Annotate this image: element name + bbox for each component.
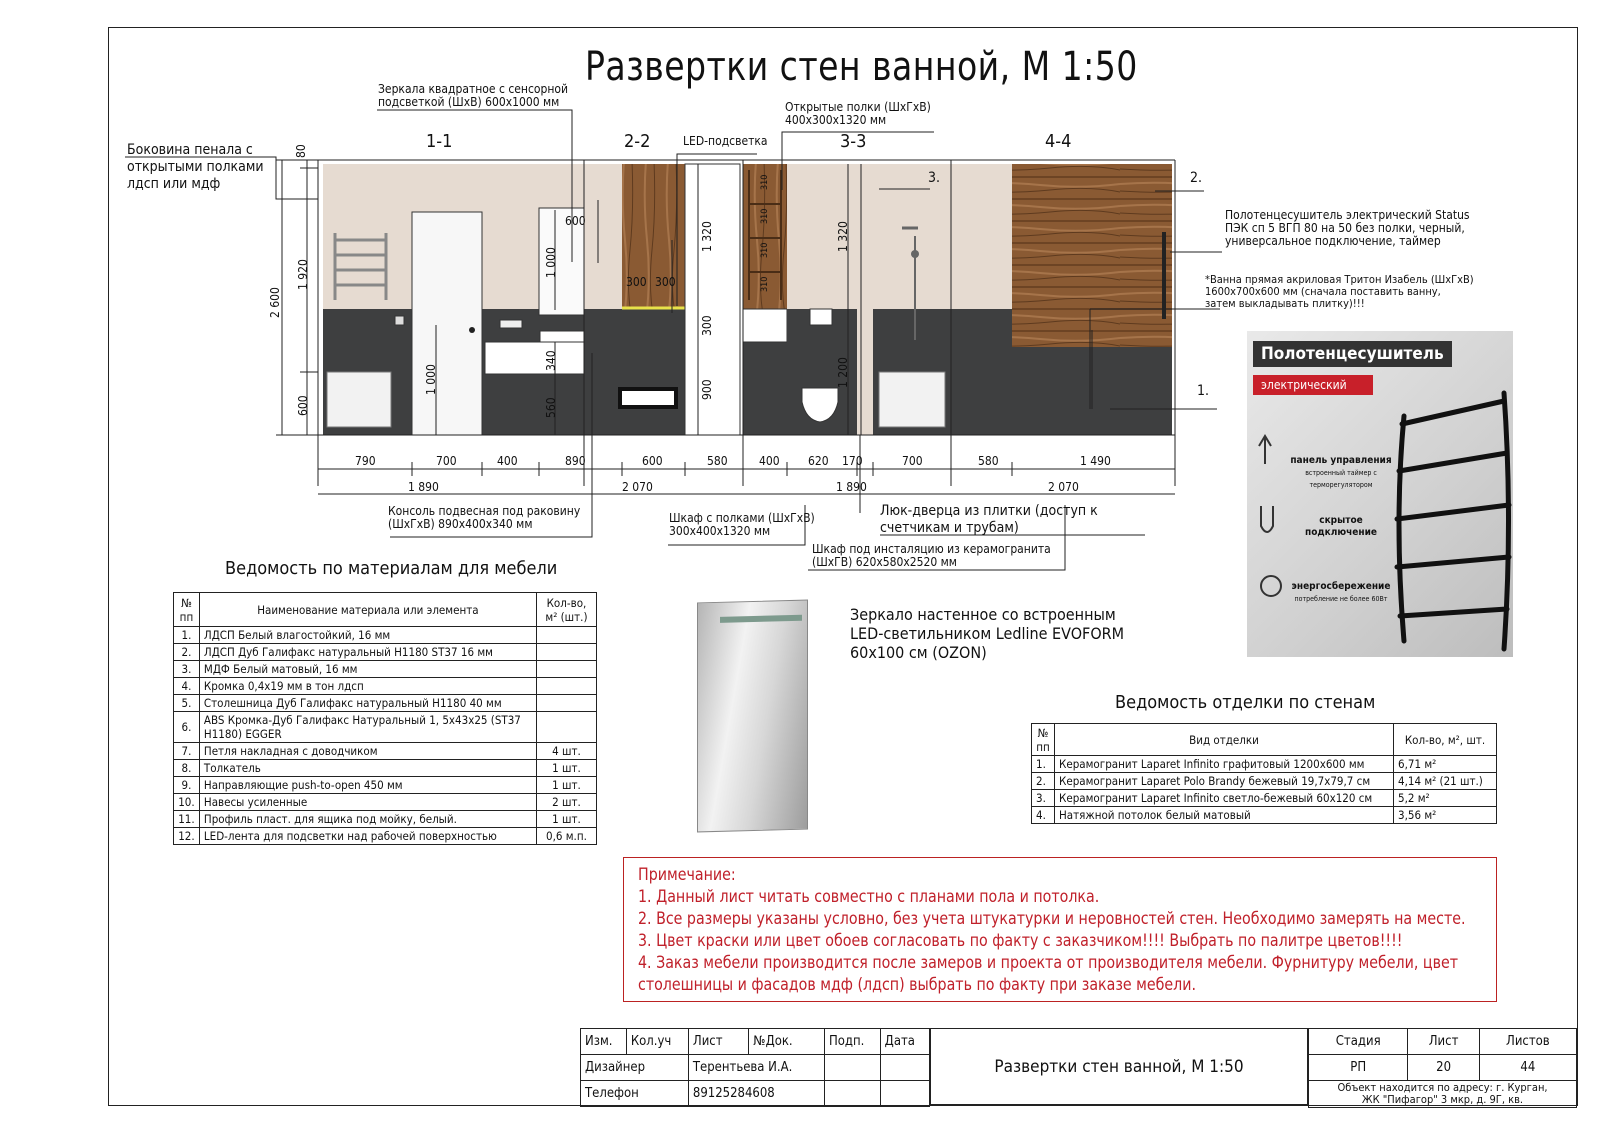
dim-v-1320-b: 1 320 xyxy=(836,221,850,252)
dim-h-620: 620 xyxy=(808,454,829,468)
elevation-2-2 xyxy=(584,164,740,435)
dim-h-1490: 1 490 xyxy=(1080,454,1111,468)
table-row: 1. Керамогранит Laparet Infinito графитовый 1200x600 мм 6,71 м² xyxy=(1032,756,1497,773)
dim-h-580-b: 580 xyxy=(978,454,999,468)
col-num: № пп xyxy=(174,593,200,627)
dim-v-1200: 1 200 xyxy=(836,357,850,388)
wall-finishes-table xyxy=(1031,723,1497,824)
dim-v-340: 340 xyxy=(544,350,558,371)
table-row: 3. МДФ Белый матовый, 16 мм xyxy=(174,661,597,678)
furniture-table-heading: Ведомость по материалам для мебели xyxy=(225,558,558,579)
ad-feature-hidden: скрытое подключение xyxy=(1304,515,1377,538)
stamp-left: Изм. Кол.уч Лист №Док. Подп. Дата Дизайнер Терентьева И.А. Телефон 89125284608 xyxy=(580,1028,930,1107)
note-line: 1. Данный лист читать совместно с планами пола и потолка. xyxy=(638,887,1100,907)
callout-bath: *Ванна прямая акриловая Тритон Изабель (ШхГхВ) 1600x700x600 мм (сначала поставить ванну, затем выкладывать плитку)!!! xyxy=(1205,273,1474,310)
marker-1: 1. xyxy=(1197,383,1210,399)
notes-box xyxy=(623,857,1497,1002)
note-line: 2. Все размеры указаны условно, без учета штукатурки и неровностей стен. Необходимо замерять на месте. xyxy=(638,909,1466,929)
dim-total-2: 2 070 xyxy=(622,480,653,494)
table-row: 2. ЛДСП Дуб Галифакс натуральный H1180 ST37 16 мм xyxy=(174,644,597,661)
note-line: столешницы и фасадов мдф (лдсп) выбрать по факту при заказе мебели. xyxy=(638,975,1197,995)
callout-towel-rail: Полотенцесушитель электрический Status ПЭК сп 5 ВГП 80 на 50 без полки, черный, универсальное подключение, таймер xyxy=(1225,208,1470,248)
ad-feature-energy: энергосбережение потребление не более 60Вт xyxy=(1291,581,1391,603)
towel-rail-product-card xyxy=(1247,331,1513,657)
section-label-3-3: 3-3 xyxy=(840,131,867,152)
dim-300-a: 300 xyxy=(626,275,647,289)
dim-shelf-2: 310 xyxy=(760,208,770,224)
notes-heading: Примечание: xyxy=(638,865,736,885)
callout-mirror: Зеркала квадратное с сенсорной подсветкой (ШхВ) 600x1000 мм xyxy=(378,82,569,109)
led-strip xyxy=(720,615,802,623)
table-row: 10. Навесы усиленные 2 шт. xyxy=(174,794,597,811)
table-row: 4. Натяжной потолок белый матовый 3,56 м² xyxy=(1032,807,1497,824)
dim-v-80: 80 xyxy=(294,144,308,158)
col-num: № пп xyxy=(1032,724,1055,756)
table-row: 1. ЛДСП Белый влагостойкий, 16 мм xyxy=(174,627,597,644)
dim-shelf-4: 310 xyxy=(760,276,770,292)
dim-v-1920: 1 920 xyxy=(296,259,310,290)
ad-title: Полотенцесушитель xyxy=(1253,341,1452,367)
marker-2: 2. xyxy=(1190,170,1203,186)
dim-h-400-b: 400 xyxy=(759,454,780,468)
dim-h-580-a: 580 xyxy=(707,454,728,468)
table-row: 7. Петля накладная с доводчиком 4 шт. xyxy=(174,743,597,760)
dim-shelf-1: 310 xyxy=(760,174,770,190)
dim-v-900: 900 xyxy=(700,379,714,400)
ad-feature-control: панель управления встроенный таймер с терморегулятором xyxy=(1290,455,1392,489)
table-row: 11. Профиль пласт. для ящика под мойку, белый. 1 шт. xyxy=(174,811,597,828)
callout-cabinet: Шкаф с полками (ШхГхВ) 300x400x1320 мм xyxy=(669,511,815,538)
dim-v-600: 600 xyxy=(296,395,310,416)
section-label-1-1: 1-1 xyxy=(426,131,453,152)
dim-h-600: 600 xyxy=(642,454,663,468)
note-line: 3. Цвет краски или цвет обоев согласовать по факту с заказчиком!!!! Выбрать по палитре цветов!!!! xyxy=(638,931,1403,951)
stamp-title: Развертки стен ванной, М 1:50 xyxy=(930,1028,1308,1105)
table-row: 2. Керамогранит Laparet Polo Brandy бежевый 19,7x79,7 см 4,14 м² (21 шт.) xyxy=(1032,773,1497,790)
callout-console: Консоль подвесная под раковину (ШхГхВ) 890x400x340 мм xyxy=(388,504,581,531)
col-name: Наименование материала или элемента xyxy=(199,593,536,627)
table-row: 5. Столешница Дуб Галифакс натуральный H1180 40 мм xyxy=(174,695,597,712)
col-name: Вид отделки xyxy=(1055,724,1394,756)
dim-total-4: 2 070 xyxy=(1048,480,1079,494)
dim-shelf-3: 310 xyxy=(760,242,770,258)
dim-total-1: 1 890 xyxy=(408,480,439,494)
dim-v-1320-a: 1 320 xyxy=(700,221,714,252)
dim-h-890: 890 xyxy=(565,454,586,468)
dim-h-400-a: 400 xyxy=(497,454,518,468)
section-label-4-4: 4-4 xyxy=(1045,131,1072,152)
col-qty: Кол-во, м² (шт.) xyxy=(536,593,596,627)
callout-hatch: Люк-дверца из плитки (доступ к счетчикам и трубам) xyxy=(880,503,1098,536)
finish-table-heading: Ведомость отделки по стенам xyxy=(1115,692,1376,713)
dim-v-mirror: 1 000 xyxy=(544,247,558,278)
dim-mirror-width: 600 xyxy=(565,214,586,228)
dim-v-300: 300 xyxy=(700,315,714,336)
mirror-product-image xyxy=(697,600,808,833)
table-row: 8. Толкатель 1 шт. xyxy=(174,760,597,777)
note-line: 4. Заказ мебели производится после замеров и проекта от производителя мебели. Фурнитуру мебели, цвет xyxy=(638,953,1459,973)
dim-h-790: 790 xyxy=(355,454,376,468)
table-row: 6. ABS Кромка-Дуб Галифакс Натуральный 1, 5x43x25 (ST37 H1180) EGGER xyxy=(174,712,597,743)
col-qty: Кол-во, м², шт. xyxy=(1394,724,1497,756)
callout-side-panel: Боковина пенала с открытыми полками лдсп или мдф xyxy=(127,142,264,192)
ad-subtitle: электрический xyxy=(1253,375,1373,395)
elevation-3-3 xyxy=(743,164,951,435)
section-label-2-2: 2-2 xyxy=(624,131,651,152)
dim-v-door: 1 000 xyxy=(424,364,438,395)
mirror-caption: Зеркало настенное со встроенным LED-светильником Ledline EVOFORM 60x100 см (OZON) xyxy=(850,605,1125,662)
callout-install: Шкаф под инсталяцию из керамогранита (ШхГВ) 620x580x2520 мм xyxy=(812,542,1051,569)
dim-h-700-a: 700 xyxy=(436,454,457,468)
stamp-right: Стадия Лист Листов РП 20 44 Объект находится по адресу: г. Курган, ЖК "Пифагор" 3 мкр, д. 9Г, кв. xyxy=(1308,1028,1577,1108)
page-title: Развертки стен ванной, М 1:50 xyxy=(585,44,1138,90)
marker-3: 3. xyxy=(928,170,941,186)
dim-v-560: 560 xyxy=(544,397,558,418)
dim-total-3: 1 890 xyxy=(836,480,867,494)
table-row: 3. Керамогранит Laparet Infinito светло-бежевый 60x120 см 5,2 м² xyxy=(1032,790,1497,807)
elevation-1-1 xyxy=(323,164,622,435)
table-row: 4. Кромка 0,4x19 мм в тон лдсп xyxy=(174,678,597,695)
dim-h-170: 170 xyxy=(842,454,863,468)
furniture-materials-table xyxy=(173,592,597,845)
table-row: 9. Направляющие push-to-open 450 мм 1 шт. xyxy=(174,777,597,794)
callout-shelves: Открытые полки (ШхГхВ) 400x300x1320 мм xyxy=(785,100,931,127)
dim-300-b: 300 xyxy=(655,275,676,289)
table-row: 12. LED-лента для подсветки над рабочей поверхностью 0,6 м.п. xyxy=(174,828,597,845)
towel-rail-icon xyxy=(1247,331,1513,657)
elevation-4-4 xyxy=(951,164,1172,435)
callout-led: LED-подсветка xyxy=(683,134,768,148)
dim-v-2600: 2 600 xyxy=(268,287,282,318)
dim-h-700-b: 700 xyxy=(902,454,923,468)
